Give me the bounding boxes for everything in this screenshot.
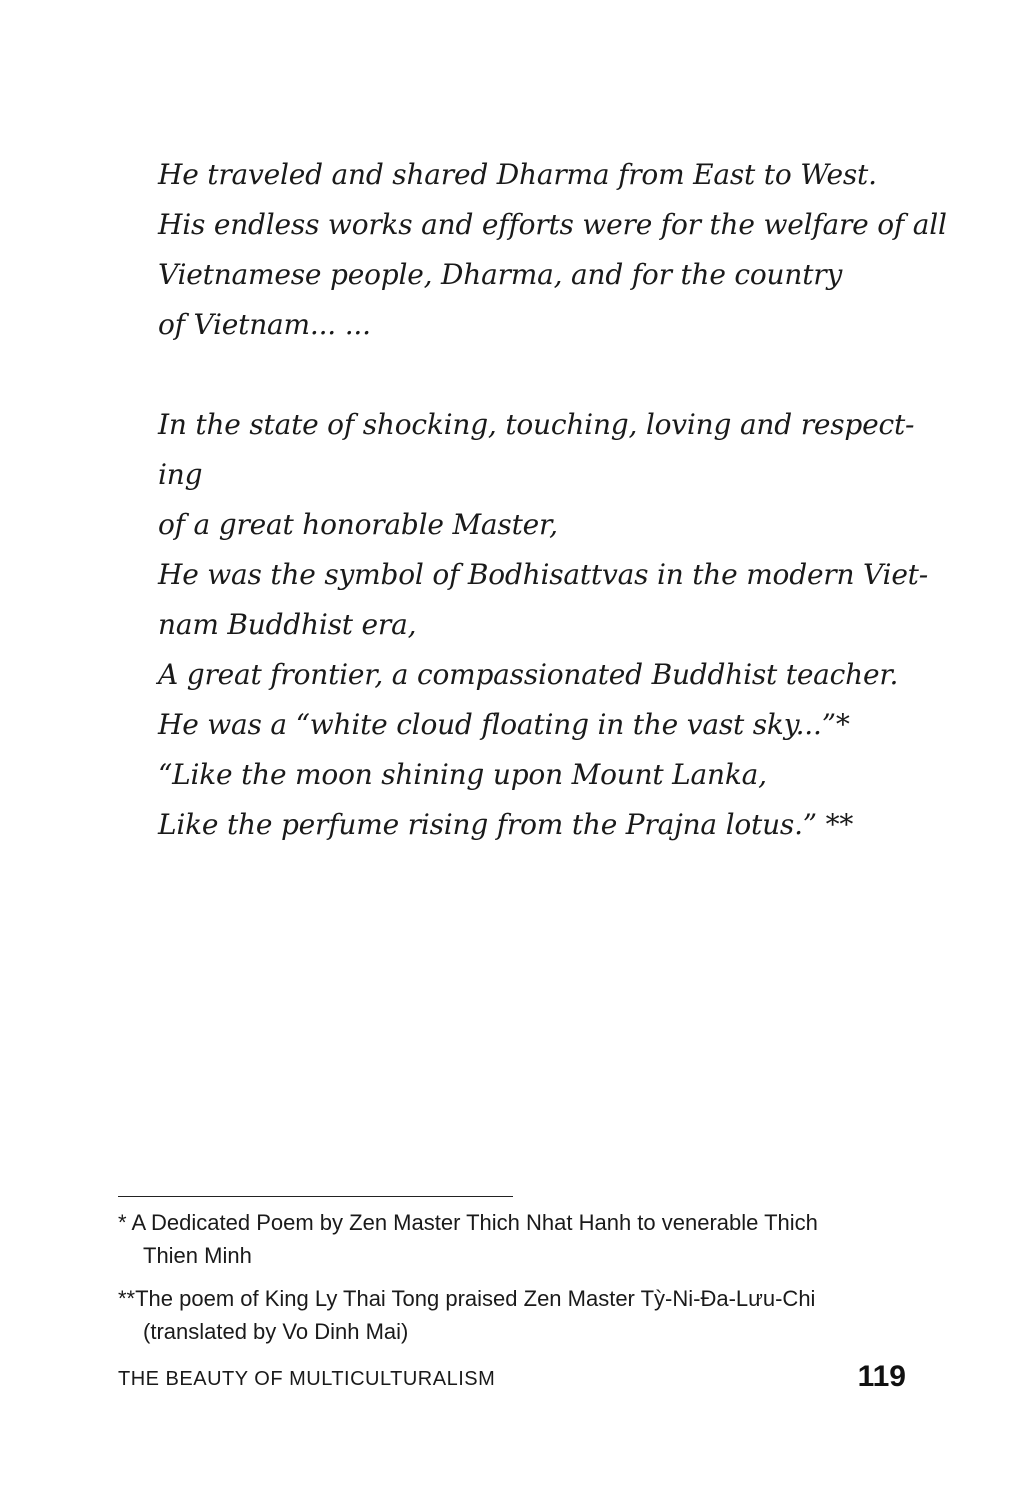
poem-line: nam Buddhist era, bbox=[158, 608, 417, 641]
poem-line: He traveled and shared Dharma from East to West. bbox=[158, 158, 877, 191]
page-number: 119 bbox=[857, 1360, 906, 1393]
poem-line: of a great honorable Master, bbox=[158, 508, 558, 541]
stanza-break bbox=[158, 350, 918, 400]
page-footer bbox=[118, 1360, 906, 1406]
poem-line: Vietnamese people, Dharma, and for the country bbox=[158, 258, 843, 291]
footnote-text: * A Dedicated Poem by Zen Master Thich Nhat Hanh to venerable Thich bbox=[118, 1210, 818, 1235]
poem-line: ing bbox=[158, 458, 203, 491]
footnote-1 bbox=[118, 1206, 918, 1272]
footnote-2 bbox=[118, 1282, 918, 1348]
poem-line: His endless works and efforts were for the welfare of all bbox=[158, 208, 947, 241]
footnote-divider bbox=[118, 1196, 513, 1197]
poem-line: He was the symbol of Bodhisattvas in the modern Viet- bbox=[158, 558, 928, 591]
footnotes bbox=[118, 1206, 918, 1358]
running-title: THE BEAUTY OF MULTICULTURALISM bbox=[118, 1368, 496, 1390]
footnote-text: **The poem of King Ly Thai Tong praised Zen Master Tỳ-Ni-Đa-Lưu-Chi bbox=[118, 1286, 816, 1311]
poem-line: “Like the moon shining upon Mount Lanka, bbox=[158, 758, 767, 791]
poem-line: of Vietnam... ... bbox=[158, 308, 371, 341]
poem-line: In the state of shocking, touching, loving and respect- bbox=[158, 408, 915, 441]
poem-text bbox=[158, 150, 947, 850]
poem-line: A great frontier, a compassionated Buddhist teacher. bbox=[158, 658, 899, 691]
footnote-text: Thien Minh bbox=[143, 1243, 252, 1268]
footnote-text: (translated by Vo Dinh Mai) bbox=[143, 1319, 409, 1344]
poem-line: Like the perfume rising from the Prajna lotus.” ** bbox=[158, 808, 854, 841]
poem-line: He was a “white cloud floating in the vast sky...”* bbox=[158, 708, 850, 741]
